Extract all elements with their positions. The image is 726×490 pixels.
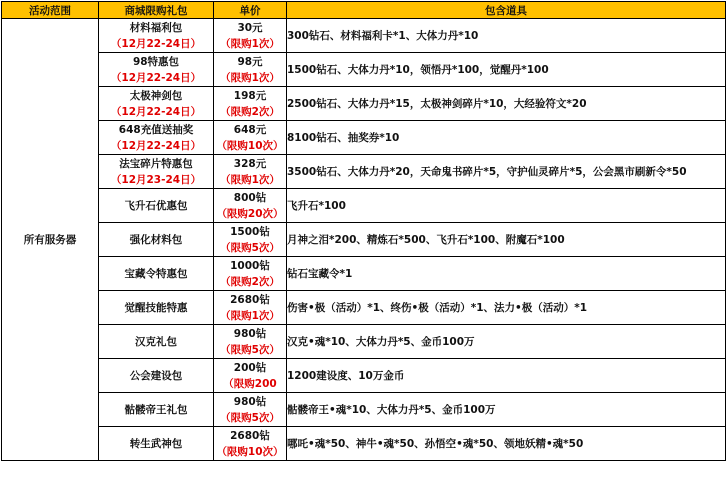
price-cell (214, 427, 287, 461)
price-value: 30元 (237, 21, 263, 34)
header-row (2, 2, 726, 19)
pack-name-cell: 转生武神包 (99, 427, 214, 461)
pack-name-cell: 骷髅帝王礼包 (99, 393, 214, 427)
header-scope: 活动范围 (2, 2, 99, 19)
price-value: 2680钻 (230, 293, 270, 306)
pack-name-cell (99, 19, 214, 53)
price-value: 648元 (233, 123, 267, 136)
table-row (2, 393, 726, 427)
purchase-limit: （限购1次） (220, 309, 280, 322)
price-value: 98元 (237, 55, 263, 68)
table-row (2, 87, 726, 121)
table-row (2, 257, 726, 291)
price-value: 328元 (233, 157, 267, 170)
purchase-limit: （限购5次） (220, 411, 280, 424)
items-cell: 汉克•魂*10、大体力丹*5、金币100万 (287, 325, 726, 359)
price-cell (214, 155, 287, 189)
items-cell: 1500钻石、大体力丹*10，领悟丹*100，觉醒丹*100 (287, 53, 726, 87)
pack-date: （12月23-24日） (110, 173, 202, 186)
price-value: 800钻 (233, 191, 267, 204)
pack-date: （12月22-24日） (110, 71, 202, 84)
pack-name-cell (99, 121, 214, 155)
items-cell: 钻石宝藏令*1 (287, 257, 726, 291)
price-value: 1000钻 (230, 259, 270, 272)
price-cell (214, 19, 287, 53)
purchase-limit: （限购20次） (216, 207, 284, 220)
pack-name-cell: 飞升石优惠包 (99, 189, 214, 223)
header-pack: 商城限购礼包 (99, 2, 214, 19)
pack-name: 98特惠包 (132, 55, 180, 68)
table-row (2, 19, 726, 53)
pack-name-cell: 宝藏令特惠包 (99, 257, 214, 291)
items-cell: 2500钻石、大体力丹*15，太极神剑碎片*10，大经验符文*20 (287, 87, 726, 121)
price-cell (214, 87, 287, 121)
items-cell: 飞升石*100 (287, 189, 726, 223)
price-cell (214, 53, 287, 87)
purchase-limit: （限购200 (223, 377, 277, 390)
price-value: 198元 (233, 89, 267, 102)
pack-date: （12月22-24日） (110, 139, 202, 152)
scope-cell: 所有服务器 (2, 19, 99, 461)
pack-name-cell: 觉醒技能特惠 (99, 291, 214, 325)
price-cell (214, 121, 287, 155)
pack-date: （12月22-24日） (110, 37, 202, 50)
price-value: 2680钻 (230, 429, 270, 442)
price-value: 980钻 (233, 327, 267, 340)
table-row (2, 325, 726, 359)
price-cell (214, 257, 287, 291)
pack-name: 648充值送抽奖 (118, 123, 194, 136)
pack-name-cell (99, 53, 214, 87)
table-row (2, 291, 726, 325)
header-items: 包含道具 (287, 2, 726, 19)
purchase-limit: （限购10次） (216, 139, 284, 152)
purchase-limit: （限购5次） (220, 241, 280, 254)
pack-name-cell (99, 155, 214, 189)
price-value: 200钻 (233, 361, 267, 374)
pack-name-cell: 汉克礼包 (99, 325, 214, 359)
purchase-limit: （限购2次） (220, 275, 280, 288)
items-cell: 哪吒•魂*50、神牛•魂*50、孙悟空•魂*50、领地妖精•魂*50 (287, 427, 726, 461)
pack-name: 太极神剑包 (129, 89, 183, 102)
table-row (2, 427, 726, 461)
items-cell: 300钻石、材料福利卡*1、大体力丹*10 (287, 19, 726, 53)
purchase-limit: （限购1次） (220, 37, 280, 50)
pack-name: 材料福利包 (129, 21, 183, 34)
purchase-limit: （限购10次） (216, 445, 284, 458)
price-cell (214, 393, 287, 427)
items-cell: 8100钻石、抽奖券*10 (287, 121, 726, 155)
header-price: 单价 (214, 2, 287, 19)
price-cell (214, 325, 287, 359)
table-row (2, 121, 726, 155)
pack-name-cell (99, 87, 214, 121)
price-value: 1500钻 (230, 225, 270, 238)
table-row (2, 155, 726, 189)
items-cell: 3500钻石、大体力丹*20，天命鬼书碎片*5，守护仙灵碎片*5，公会黑市刷新令*50 (287, 155, 726, 189)
purchase-limit: （限购1次） (220, 71, 280, 84)
pack-name: 法宝碎片特惠包 (119, 157, 193, 170)
price-cell (214, 223, 287, 257)
price-value: 980钻 (233, 395, 267, 408)
items-cell: 月神之泪*200、精炼石*500、飞升石*100、附魔石*100 (287, 223, 726, 257)
price-cell (214, 359, 287, 393)
table-row (2, 189, 726, 223)
price-cell (214, 189, 287, 223)
pack-date: （12月22-24日） (110, 105, 202, 118)
items-cell: 伤害•极（活动）*1、终伤•极（活动）*1、法力•极（活动）*1 (287, 291, 726, 325)
purchase-limit: （限购1次） (220, 173, 280, 186)
items-cell: 1200建设度、10万金币 (287, 359, 726, 393)
pack-name-cell: 强化材料包 (99, 223, 214, 257)
purchase-limit: （限购2次） (220, 105, 280, 118)
table-row (2, 223, 726, 257)
table-row (2, 359, 726, 393)
table-row (2, 53, 726, 87)
purchase-limit: （限购5次） (220, 343, 280, 356)
gift-pack-table (1, 1, 726, 461)
price-cell (214, 291, 287, 325)
pack-name-cell: 公会建设包 (99, 359, 214, 393)
items-cell: 骷髅帝王•魂*10、大体力丹*5、金币100万 (287, 393, 726, 427)
